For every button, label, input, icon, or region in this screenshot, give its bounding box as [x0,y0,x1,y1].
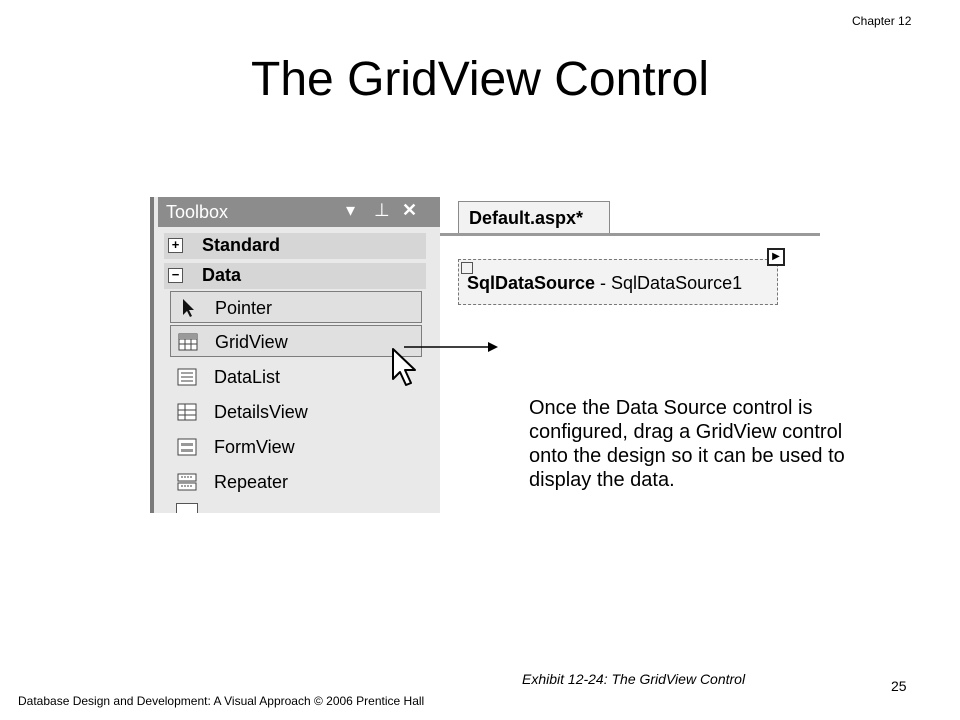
close-icon[interactable]: ✕ [402,200,418,220]
toolbox-category-standard[interactable] [164,233,426,259]
toolbox-item-gridview[interactable] [170,325,422,357]
toolbox-item-formview[interactable] [170,431,422,463]
exhibit-caption: Exhibit 12-24: The GridView Control [522,671,746,687]
tab-default-aspx[interactable] [458,201,610,234]
toolbox-item-label: GridView [215,332,288,352]
pointer-arrow-line [404,339,500,355]
partial-item-icon [176,503,198,513]
grid-icon [177,332,199,352]
toolbox-item-detailsview[interactable] [170,396,422,428]
toolbox-category-data[interactable] [164,263,426,289]
tab-underline [440,233,820,236]
formview-icon [176,437,198,457]
toolbox-item-label: Pointer [215,298,273,318]
slide-title: The GridView Control [251,53,709,106]
toolbox-header [158,197,440,227]
toolbox-item-label: FormView [214,437,295,457]
category-label: Data [202,265,242,285]
control-type: SqlDataSource [467,273,596,293]
sqldatasource-control[interactable] [458,251,780,305]
smart-tag-icon[interactable]: ▶ [767,248,785,266]
toolbox-item-repeater[interactable] [170,466,422,498]
detailsview-icon [176,402,198,422]
control-name: - SqlDataSource1 [595,273,743,293]
chapter-label: Chapter 12 [852,14,912,28]
toolbox-item-label: DataList [214,367,281,387]
footer-text: Database Design and Development: A Visual Approach © 2006 Prentice Hall [18,694,425,708]
collapse-icon[interactable]: − [168,268,183,283]
toolbox-title: Toolbox [166,202,229,222]
dropdown-icon[interactable]: ▾ [346,200,356,220]
toolbox-item-label: DetailsView [214,402,308,422]
toolbox-panel [150,197,440,513]
expand-icon[interactable]: + [168,238,183,253]
page-number: 25 [891,678,907,694]
pin-icon[interactable]: ⊥ [374,200,390,220]
datalist-icon [176,367,198,387]
toolbox-item-datalist[interactable] [170,361,422,393]
toolbox-item-pointer[interactable] [170,291,422,323]
repeater-icon [176,472,198,492]
tab-label: Default.aspx* [469,208,584,228]
toolbox-item-label: Repeater [214,472,289,492]
pointer-arrow-icon [177,298,199,318]
control-caption [467,273,742,294]
category-label: Standard [202,235,281,255]
instruction-text: Once the Data Source control is configured, drag a GridView control onto the design so it can be used to display the data. [529,397,845,491]
